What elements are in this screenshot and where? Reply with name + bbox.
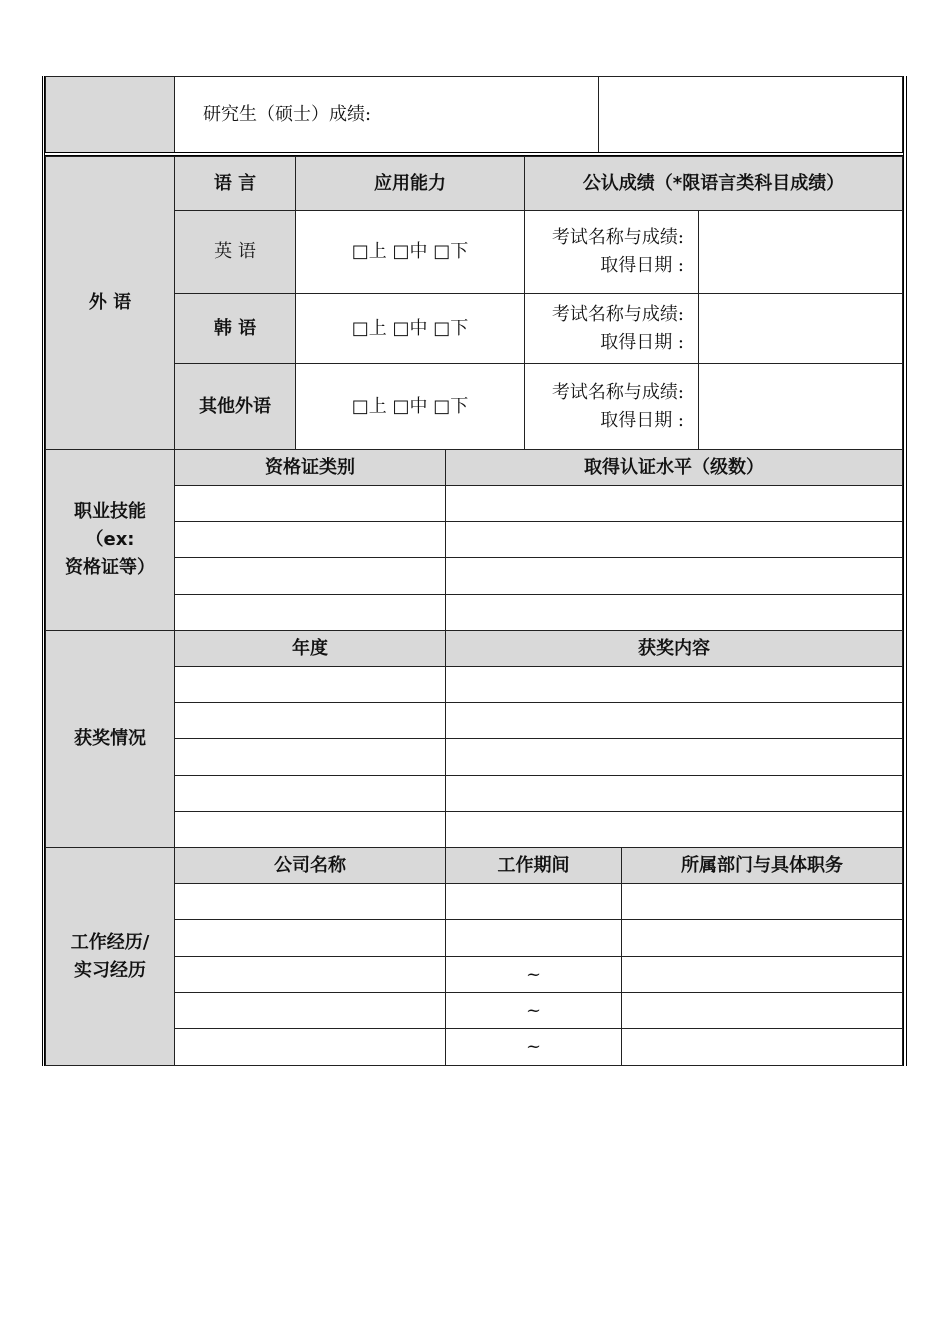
language-korean-text: 韩 语 (213, 317, 257, 339)
other-exam-name-text: 考试名称与成绩: (551, 381, 684, 403)
header-cert-level (445, 449, 903, 486)
korean-date-text: 取得日期 : (600, 331, 684, 353)
language-english (174, 210, 296, 294)
work-section-label (45, 847, 175, 1066)
award-row-3-content[interactable] (445, 738, 903, 776)
work-row-4-department[interactable] (621, 992, 903, 1029)
work-row-1-period[interactable] (445, 883, 622, 920)
work-row-3-period[interactable] (445, 956, 622, 993)
award-row-4-content[interactable] (445, 775, 903, 812)
language-english-text: 英 语 (214, 241, 256, 263)
work-row-4-period[interactable] (445, 992, 622, 1029)
header-language-text: 语 言 (213, 172, 257, 194)
work-row-5-company[interactable] (174, 1028, 446, 1066)
header-ability (295, 156, 525, 211)
english-exam-value[interactable] (698, 210, 903, 294)
skills-row-1-type[interactable] (174, 485, 446, 522)
skills-row-4-level[interactable] (445, 594, 903, 631)
work-row-1-company[interactable] (174, 883, 446, 920)
skills-row-1-level[interactable] (445, 485, 903, 522)
work-row-1-department[interactable] (621, 883, 903, 920)
foreign-language-label-text: 外 语 (88, 292, 132, 314)
header-cert-type-text: 资格证类别 (265, 456, 355, 478)
work-row-4-company[interactable] (174, 992, 446, 1029)
work-row-3-tilde: ~ (525, 963, 542, 985)
award-row-4-year[interactable] (174, 775, 446, 812)
header-company (174, 847, 446, 884)
award-row-5-year[interactable] (174, 811, 446, 848)
language-other (174, 363, 296, 450)
award-row-1-year[interactable] (174, 666, 446, 703)
english-level-checkboxes[interactable] (295, 210, 525, 294)
header-award-content (445, 630, 903, 667)
header-department-text: 所属部门与具体职务 (681, 854, 843, 876)
graduate-score-label (174, 76, 599, 153)
header-score (524, 156, 903, 211)
awards-section-label (45, 630, 175, 848)
award-row-2-year[interactable] (174, 702, 446, 739)
work-row-3-company[interactable] (174, 956, 446, 993)
work-row-5-period[interactable] (445, 1028, 622, 1066)
awards-label-text: 获奖情况 (74, 728, 146, 750)
work-row-2-company[interactable] (174, 919, 446, 957)
skills-label-line2: （ex: (85, 529, 135, 551)
other-date-text: 取得日期 : (600, 409, 684, 431)
header-language (174, 156, 296, 211)
skills-row-4-type[interactable] (174, 594, 446, 631)
graduate-score-text: 研究生（硕士）成绩: (203, 103, 372, 125)
skills-row-3-type[interactable] (174, 557, 446, 595)
other-exam-value[interactable] (698, 363, 903, 450)
right-double-border (903, 76, 907, 1066)
english-exam-name-text: 考试名称与成绩: (551, 227, 684, 249)
language-korean (174, 293, 296, 364)
korean-exam-value[interactable] (698, 293, 903, 364)
award-row-1-content[interactable] (445, 666, 903, 703)
korean-levels-text: □上 □中 □下 (351, 317, 469, 339)
work-row-2-period[interactable] (445, 919, 622, 957)
work-row-2-department[interactable] (621, 919, 903, 957)
korean-level-checkboxes[interactable] (295, 293, 525, 364)
header-company-text: 公司名称 (274, 854, 346, 876)
work-row-5-department[interactable] (621, 1028, 903, 1066)
graduate-score-value[interactable] (598, 76, 903, 153)
work-label-line1: 工作经历/ (70, 931, 150, 953)
header-period (445, 847, 622, 884)
award-row-3-year[interactable] (174, 738, 446, 776)
skills-row-3-level[interactable] (445, 557, 903, 595)
english-levels-text: □上 □中 □下 (351, 241, 469, 263)
skills-row-2-type[interactable] (174, 521, 446, 558)
work-label-line2: 实习经历 (74, 959, 146, 981)
header-ability-text: 应用能力 (374, 172, 446, 194)
work-row-4-tilde: ~ (525, 999, 542, 1021)
top-row-label-cell (45, 76, 175, 153)
foreign-language-section-label (45, 156, 175, 450)
header-award-content-text: 获奖内容 (638, 637, 710, 659)
work-row-5-tilde: ~ (525, 1036, 542, 1058)
english-exam-label (524, 210, 699, 294)
header-cert-level-text: 取得认证水平（级数） (584, 456, 764, 478)
other-level-checkboxes[interactable] (295, 363, 525, 450)
english-date-text: 取得日期 : (600, 255, 684, 276)
skills-row-2-level[interactable] (445, 521, 903, 558)
work-row-3-department[interactable] (621, 956, 903, 993)
korean-exam-label (524, 293, 699, 364)
skills-label-line3: 资格证等） (65, 556, 155, 578)
award-row-5-content[interactable] (445, 811, 903, 848)
header-cert-type (174, 449, 446, 486)
other-levels-text: □上 □中 □下 (351, 395, 469, 417)
header-period-text: 工作期间 (497, 854, 570, 876)
header-award-year (174, 630, 446, 667)
language-other-text: 其他外语 (199, 395, 271, 417)
skills-section-label (45, 449, 175, 631)
header-score-text: 公认成绩（*限语言类科目成绩） (582, 172, 845, 194)
skills-label-line1: 职业技能 (74, 501, 146, 523)
header-award-year-text: 年度 (292, 637, 328, 659)
other-exam-label (524, 363, 699, 450)
award-row-2-content[interactable] (445, 702, 903, 739)
header-department (621, 847, 903, 884)
korean-exam-name-text: 考试名称与成绩: (551, 303, 684, 325)
